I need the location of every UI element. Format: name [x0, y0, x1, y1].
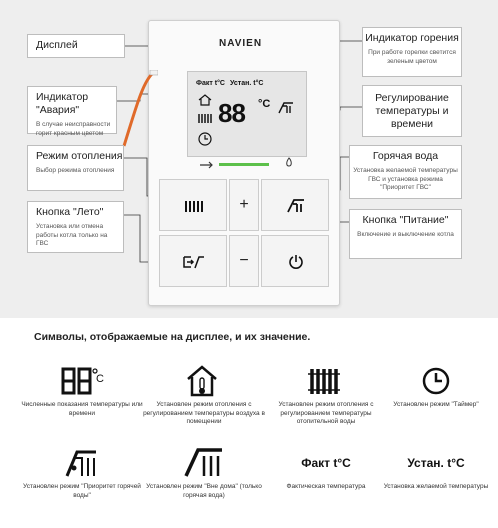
- clock-icon: [419, 364, 453, 398]
- callout-hot-water: Горячая вода Установка желаемой температуры ГВС и установка режима "Приоритет ГВС": [349, 145, 462, 199]
- summer-button[interactable]: [159, 235, 227, 287]
- legend-item-water-heating: Установлен режим отопления с регулированием температуры отопительной воды: [264, 364, 388, 427]
- power-icon: [288, 254, 304, 270]
- shower-priority-icon: [62, 446, 102, 480]
- house-thermometer-icon: [184, 364, 224, 398]
- lcd-actual-temp-label: Факт t°C: [196, 80, 225, 87]
- clock-icon: [198, 132, 212, 146]
- callout-fault-indicator: Индикатор "Авария" В случае неисправности горит красным цветом: [27, 86, 117, 134]
- legend-heading: Символы, отображаемые на дисплее, и их значение.: [34, 331, 311, 343]
- lcd-digits: 88: [218, 98, 245, 128]
- radiator-icon: [306, 364, 346, 398]
- lcd-celsius-unit: °C: [258, 98, 271, 110]
- legend-item-away-mode: Установлен режим "Вне дома" (только горячая вода): [142, 446, 266, 500]
- hot-water-button[interactable]: [261, 179, 329, 231]
- power-button[interactable]: [261, 235, 329, 287]
- brand-logo: NAVIEN: [219, 38, 263, 49]
- lcd-set-temp-label: Устан. t°C: [230, 80, 264, 87]
- shower-icon: [278, 102, 294, 114]
- legend-item-hot-water-priority: Установлен режим "Приоритет горячей воды": [20, 446, 144, 500]
- legend-item-actual-temp: Факт t°C Фактическая температура: [264, 446, 388, 492]
- set-temp-label: Устан. t°C: [407, 456, 465, 470]
- flame-icon: [285, 157, 293, 167]
- shower-away-icon: [182, 446, 226, 480]
- burn-indicator-led: [219, 163, 269, 166]
- wrench-icon: [199, 161, 213, 169]
- exit-shower-icon: [183, 255, 205, 269]
- callout-temp-time: Регулирование температуры и времени: [362, 85, 462, 137]
- callout-summer-button: Кнопка "Лето" Установка или отмена работы котла только на ГВС: [27, 201, 124, 253]
- callout-burn-indicator: Индикатор горения При работе горелки светится зеленым цветом: [362, 27, 462, 77]
- legend-item-room-heating: Установлен режим отопления с регулированием температуры воздуха в помещении: [142, 364, 266, 427]
- legend-item-digits: C Численные показания температуры или времени: [20, 364, 144, 418]
- legend-item-timer: Установлен режим "Таймер": [374, 364, 498, 410]
- callout-display: Дисплей: [27, 34, 125, 58]
- plus-button[interactable]: +: [229, 179, 259, 231]
- actual-temp-label: Факт t°C: [301, 456, 351, 470]
- callout-power-button: Кнопка "Питание" Включение и выключение котла: [349, 209, 462, 259]
- lcd-display: [187, 71, 307, 157]
- svg-text:C: C: [96, 373, 104, 385]
- heating-mode-button[interactable]: [159, 179, 227, 231]
- callout-heating-mode: Режим отопления Выбор режима отопления: [27, 145, 124, 191]
- minus-button[interactable]: −: [229, 235, 259, 287]
- radiator-icon: [185, 199, 203, 213]
- fault-indicator-cable: [118, 70, 158, 150]
- controller-device: [148, 20, 340, 306]
- digits-icon: [60, 364, 104, 398]
- house-icon: [198, 94, 212, 106]
- legend-item-set-temp: Устан. t°C Установка желаемой температуры: [374, 446, 498, 492]
- shower-icon: [287, 199, 305, 213]
- radiator-icon: [198, 112, 212, 124]
